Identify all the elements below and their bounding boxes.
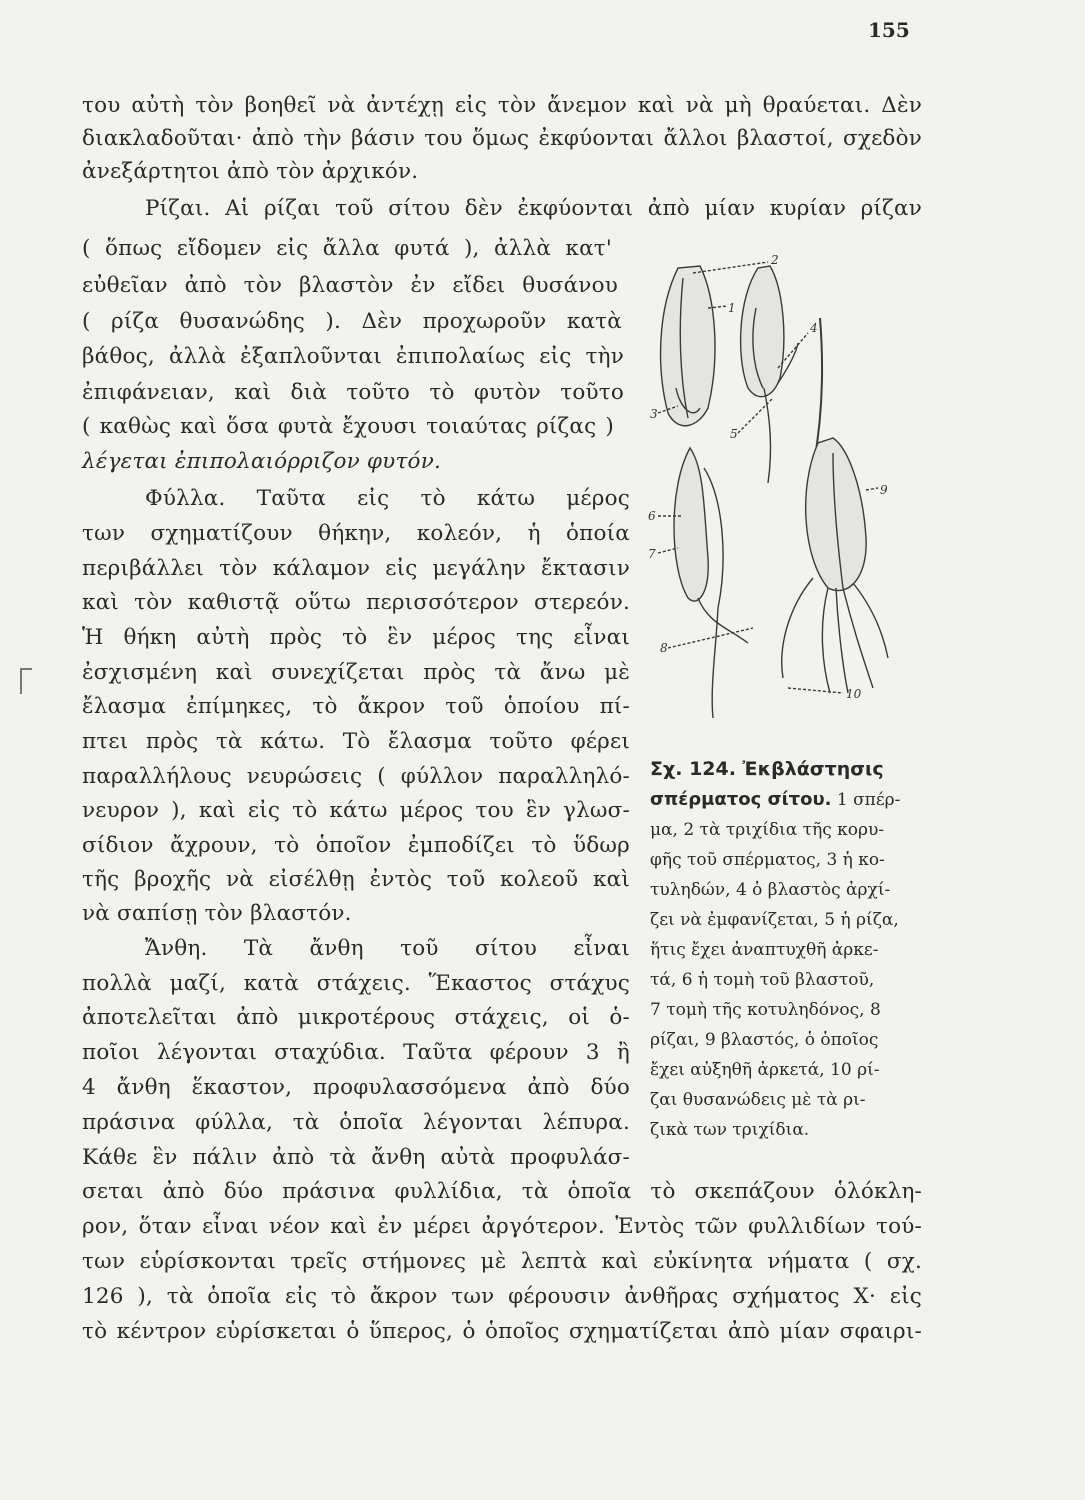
text-line: ( καθὼς καὶ ὅσα φυτὰ ἔχουσι τοιαύτας ρίζας ) [82,414,614,439]
wheat-germination-figure [638,248,928,728]
figure-caption-subtitle [650,788,922,812]
caption-line: ἔχει αὐξηθῆ ἀρκετά, 10 ρί- [650,1060,880,1080]
caption-line: ζικὰ των τριχίδια. [650,1120,810,1140]
text-line: ( ὅπως εἴδομεν εἰς ἄλλα φυτά ), ἀλλὰ κατ' [82,236,612,261]
text-line: πολλὰ μαζί, κατὰ στάχεις. Ἕκαστος στάχυς [82,971,630,996]
figure-label: 7 [648,547,656,561]
caption-line: ἥτις ἔχει ἀναπτυχθῆ ἀρκε- [650,940,879,960]
figure-label: 6 [648,509,656,523]
text-line: εὐθεῖαν ἀπὸ τὸν βλαστὸν ἐν εἴδει θυσάνου [82,273,618,298]
text-line: ἀποτελεῖται ἀπὸ μικροτέρους στάχεις, οἱ ὁ- [82,1005,630,1030]
caption-line: φῆς τοῦ σπέρματος, 3 ἡ κο- [650,850,885,870]
text-line: τῆς βροχῆς νὰ εἰσέλθῃ ἐντὸς τοῦ κολεοῦ καὶ [82,867,630,892]
margin-mark [20,668,32,694]
caption-text: 1 σπέρ- [836,790,901,810]
caption-line: τυληδών, 4 ὁ βλαστὸς ἀρχί- [650,880,891,900]
text-line: Κάθε ἓν πάλιν ἀπὸ τὰ ἄνθη αὐτὰ προφυλάσ- [82,1145,630,1170]
text-line: λέγεται ἐπιπολαιόρριζον φυτόν. [82,449,441,474]
text-line: 4 ἄνθη ἕκαστον, προφυλασσόμενα ἀπὸ δύο [82,1075,630,1100]
text-line: παραλλήλους νευρώσεις ( φύλλον παραλληλό- [82,764,630,789]
figure-label: 9 [880,483,888,497]
text-line: ἐσχισμένη καὶ συνεχίζεται πρὸς τὰ ἄνω μὲ [82,660,630,685]
text-line: νὰ σαπίσῃ τὸν βλαστόν. [82,901,352,926]
text-line: 126 ), τὰ ὁποῖα εἰς τὸ ἄκρον των φέρουσιν ἀνθῆρας σχήματος Χ· εἰς [82,1284,922,1309]
text-line: ποῖοι λέγονται σταχύδια. Ταῦτα φέρουν 3 ἢ [82,1040,630,1065]
figure-label: 4 [810,321,818,335]
figure-label: 2 [771,253,779,267]
figure-caption-title: Σχ. 124. Ἐκβλάστησις [650,758,884,780]
text-line: ρον, ὅταν εἶναι νέον καὶ ἐν μέρει ἀργότερον. Ἐντὸς τῶν φυλλιδίων τού- [82,1214,922,1239]
text-line: ( ρίζα θυσανώδης ). Δὲν προχωροῦν κατὰ [82,309,622,334]
text-line: περιβάλλει τὸν κάλαμον εἰς μεγάλην ἔκτασιν [82,556,630,581]
text-line: των σχηματίζουν θήκην, κολεόν, ἡ ὁποία [82,521,630,546]
figure-label: 3 [650,407,658,421]
text-line: διακλαδοῦται· ἀπὸ τὴν βάσιν του ὅμως ἐκφύονται ἄλλοι βλαστοί, σχεδὸν [82,126,922,151]
text-line: ἀνεξάρτητοι ἀπὸ τὸν ἀρχικόν. [82,159,419,184]
text-line: σίδιον ἄχρουν, τὸ ὁποῖον ἐμποδίζει τὸ ὕδωρ [82,833,630,858]
caption-line: ρίζαι, 9 βλαστός, ὁ ὁποῖος [650,1030,879,1050]
figure-label: 1 [728,301,736,315]
text-line: καὶ τὸν καθιστᾷ οὕτω περισσότερον στερεόν. [82,590,630,615]
text-line: νευρον ), καὶ εἰς τὸ κάτω μέρος του ἓν γλωσ- [82,798,630,823]
text-line-leaves-heading: Φύλλα. Ταῦτα εἰς τὸ κάτω μέρος [145,486,630,511]
figure-label: 10 [846,687,862,701]
text-line-roots-heading: Ρίζαι. Αἱ ρίζαι τοῦ σίτου δὲν ἐκφύονται ἀπὸ μίαν κυρίαν ρίζαν [145,196,922,221]
figure-label: 8 [660,641,668,655]
text-line: Ἡ θήκη αὐτὴ πρὸς τὸ ἓν μέρος της εἶναι [82,625,630,650]
text-line: του αὐτὴ τὸν βοηθεῖ νὰ ἀντέχῃ εἰς τὸν ἄνεμον καὶ νὰ μὴ θραύεται. Δὲν [82,93,922,118]
text-line-flowers-heading: Ἄνθη. Τὰ ἄνθη τοῦ σίτου εἶναι [145,936,630,961]
text-line: ἐπιφάνειαν, καὶ διὰ τοῦτο τὸ φυτὸν τοῦτο [82,380,624,405]
text-line: πράσινα φύλλα, τὰ ὁποῖα λέγονται λέπυρα. [82,1110,630,1135]
text-line: πτει πρὸς τὰ κάτω. Τὸ ἔλασμα τοῦτο φέρει [82,729,630,754]
caption-line: μα, 2 τὰ τριχίδια τῆς κορυ- [650,820,885,840]
text-line: τὸ κέντρον εὑρίσκεται ὁ ὕπερος, ὁ ὁποῖος σχηματίζεται ἀπὸ μίαν σφαιρι- [82,1319,922,1344]
page-number: 155 [868,18,910,42]
caption-line: 7 τομὴ τῆς κοτυληδόνος, 8 [650,1000,881,1020]
text-line: των εὑρίσκονται τρεῖς στήμονες μὲ λεπτὰ καὶ εὐκίνητα νήματα ( σχ. [82,1249,922,1274]
text-line: ἔλασμα ἐπίμηκες, τὸ ἄκρον τοῦ ὁποίου πί- [82,694,630,719]
caption-line: ζει νὰ ἐμφανίζεται, 5 ἡ ρίζα, [650,910,899,930]
caption-line: ζαι θυσανώδεις μὲ τὰ ρι- [650,1090,866,1110]
figure-label: 5 [730,427,738,441]
caption-line: τά, 6 ἡ τομὴ τοῦ βλαστοῦ, [650,970,875,990]
text-line: σεται ἀπὸ δύο πράσινα φυλλίδια, τὰ ὁποῖα τὸ σκεπάζουν ὁλόκλη- [82,1179,922,1204]
caption-bold: σπέρματος σίτου. [650,789,832,810]
text-line: βάθος, ἀλλὰ ἐξαπλοῦνται ἐπιπολαίως εἰς τὴν [82,344,624,369]
